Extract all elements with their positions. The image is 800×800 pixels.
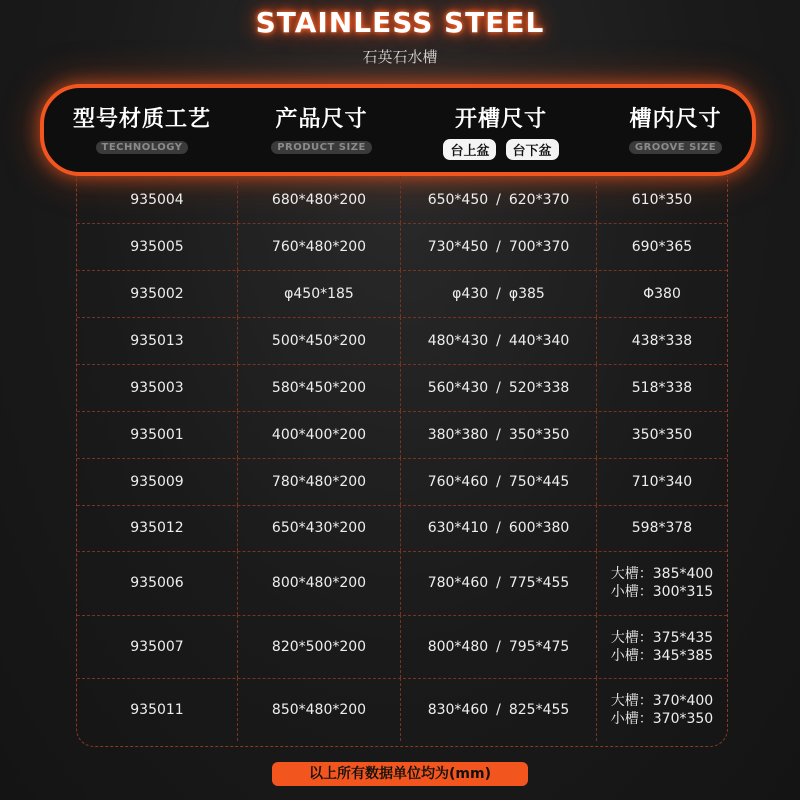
cutout-top-mount: 730*450 (427, 238, 489, 255)
cell-groove-size: 598*378 (631, 520, 693, 536)
cell-product-size: 760*480*200 (238, 223, 401, 270)
cell-cutout-size (401, 411, 597, 458)
cutout-separator: / (496, 575, 501, 591)
cell-product-size: 650*430*200 (238, 505, 401, 551)
cell-product-size: 580*450*200 (238, 364, 401, 411)
cell-groove-size (597, 551, 727, 615)
header-col-groove-cn: 槽内尺寸 (629, 107, 722, 132)
cutout-under-mount: 750*445 (508, 473, 570, 490)
table-row (77, 317, 727, 365)
groove-small: 小槽：345*385 (610, 647, 714, 664)
cutout-separator: / (496, 332, 501, 349)
header-col-cutout-cn: 开槽尺寸 (454, 107, 547, 132)
cutout-under-mount: 775*455 (508, 575, 570, 591)
table-row (77, 364, 727, 412)
table-row (77, 270, 727, 318)
table-row (77, 551, 727, 616)
cutout-separator: / (496, 520, 501, 536)
cell-groove-size: 350*350 (631, 426, 693, 443)
cell-cutout-size (401, 551, 597, 615)
header-col-groove-en: GROOVE SIZE (629, 141, 722, 154)
cell-model: 935003 (77, 364, 238, 411)
cell-model: 935001 (77, 411, 238, 458)
tag-under-mount: 台下盆 (506, 139, 559, 160)
page-subtitle: 石英石水槽 (362, 48, 438, 66)
cell-product-size: 680*480*200 (238, 176, 401, 223)
cell-model: 935002 (77, 270, 238, 317)
cutout-separator: / (496, 191, 501, 208)
cell-model: 935005 (77, 223, 238, 270)
table-row (77, 615, 727, 679)
cell-product-size: 800*480*200 (238, 551, 401, 615)
table-row (77, 411, 727, 459)
header-col-groove (599, 88, 752, 172)
cell-product-size: 850*480*200 (238, 678, 401, 741)
table-row (77, 458, 727, 506)
header-col-product (240, 88, 403, 172)
groove-large: 大槽：370*400 (610, 692, 714, 709)
cell-product-size: 500*450*200 (238, 317, 401, 364)
cutout-top-mount: 800*480 (427, 638, 489, 655)
cutout-top-mount: 830*460 (427, 701, 489, 718)
header-col-product-en: PRODUCT SIZE (271, 141, 372, 154)
groove-large: 大槽：385*400 (610, 566, 714, 582)
cutout-top-mount: 380*380 (427, 426, 489, 443)
cell-groove-size: 438*338 (631, 332, 693, 349)
cutout-separator: / (496, 379, 501, 396)
cell-model: 935004 (77, 176, 238, 223)
cutout-top-mount: 480*430 (427, 332, 489, 349)
tag-top-mount: 台上盆 (443, 139, 496, 160)
cutout-separator: / (496, 285, 501, 302)
table-row (77, 505, 727, 552)
table-header (40, 84, 756, 176)
cell-model: 935013 (77, 317, 238, 364)
cell-model: 935011 (77, 678, 238, 741)
unit-note: 以上所有数据单位均为(mm) (272, 762, 528, 786)
cell-cutout-size (401, 270, 597, 317)
cell-groove-size (597, 678, 727, 741)
cell-model: 935007 (77, 615, 238, 678)
cell-cutout-size (401, 317, 597, 364)
cell-groove-size: 690*365 (631, 238, 693, 255)
cell-product-size: 820*500*200 (238, 615, 401, 678)
cutout-under-mount: 350*350 (508, 426, 570, 443)
table-row (77, 176, 727, 224)
cutout-under-mount: 825*455 (508, 701, 570, 718)
cutout-separator: / (496, 638, 501, 655)
cell-product-size: 400*400*200 (238, 411, 401, 458)
page-title: STAINLESS STEEL (255, 6, 545, 39)
cutout-under-mount: 700*370 (508, 238, 570, 255)
cell-groove-size: 518*338 (631, 379, 693, 396)
header-col-cutout (403, 88, 599, 172)
cutout-under-mount: 520*338 (508, 379, 570, 396)
header-col-model-cn: 型号材质工艺 (72, 107, 211, 132)
header-col-product-cn: 产品尺寸 (275, 107, 368, 132)
cutout-top-mount: 780*460 (427, 575, 489, 591)
cutout-separator: / (496, 701, 501, 718)
cell-groove-size: 710*340 (631, 473, 693, 490)
cutout-under-mount: 795*475 (508, 638, 570, 655)
cell-groove-size: Φ380 (643, 285, 681, 302)
cutout-top-mount: 760*460 (427, 473, 489, 490)
header-col-model-en: TECHNOLOGY (96, 141, 189, 154)
cutout-under-mount: φ385 (508, 285, 545, 302)
cell-cutout-size (401, 615, 597, 678)
cutout-under-mount: 620*370 (508, 191, 570, 208)
groove-large: 大槽：375*435 (610, 629, 714, 646)
groove-small: 小槽：370*350 (610, 710, 714, 727)
cutout-separator: / (496, 426, 501, 443)
cutout-separator: / (496, 238, 501, 255)
cell-product-size: 780*480*200 (238, 458, 401, 505)
cell-cutout-size (401, 458, 597, 505)
cutout-top-mount: 630*410 (427, 520, 489, 536)
cell-groove-size (597, 615, 727, 678)
cell-cutout-size (401, 364, 597, 411)
cutout-top-mount: φ430 (452, 285, 489, 302)
cutout-separator: / (496, 473, 501, 490)
cell-model: 935006 (77, 551, 238, 615)
cell-model: 935009 (77, 458, 238, 505)
cutout-under-mount: 600*380 (508, 520, 570, 536)
cell-cutout-size (401, 223, 597, 270)
cell-model: 935012 (77, 505, 238, 551)
cell-groove-size: 610*350 (631, 191, 693, 208)
cutout-top-mount: 650*450 (427, 191, 489, 208)
cutout-top-mount: 560*430 (427, 379, 489, 396)
cutout-under-mount: 440*340 (508, 332, 570, 349)
cell-cutout-size (401, 176, 597, 223)
spec-table (76, 176, 728, 747)
cell-cutout-size (401, 505, 597, 551)
header-col-model (44, 88, 240, 172)
table-row (77, 678, 727, 741)
cell-product-size: φ450*185 (238, 270, 401, 317)
table-row (77, 223, 727, 271)
groove-small: 小槽：300*315 (610, 584, 714, 600)
cell-cutout-size (401, 678, 597, 741)
